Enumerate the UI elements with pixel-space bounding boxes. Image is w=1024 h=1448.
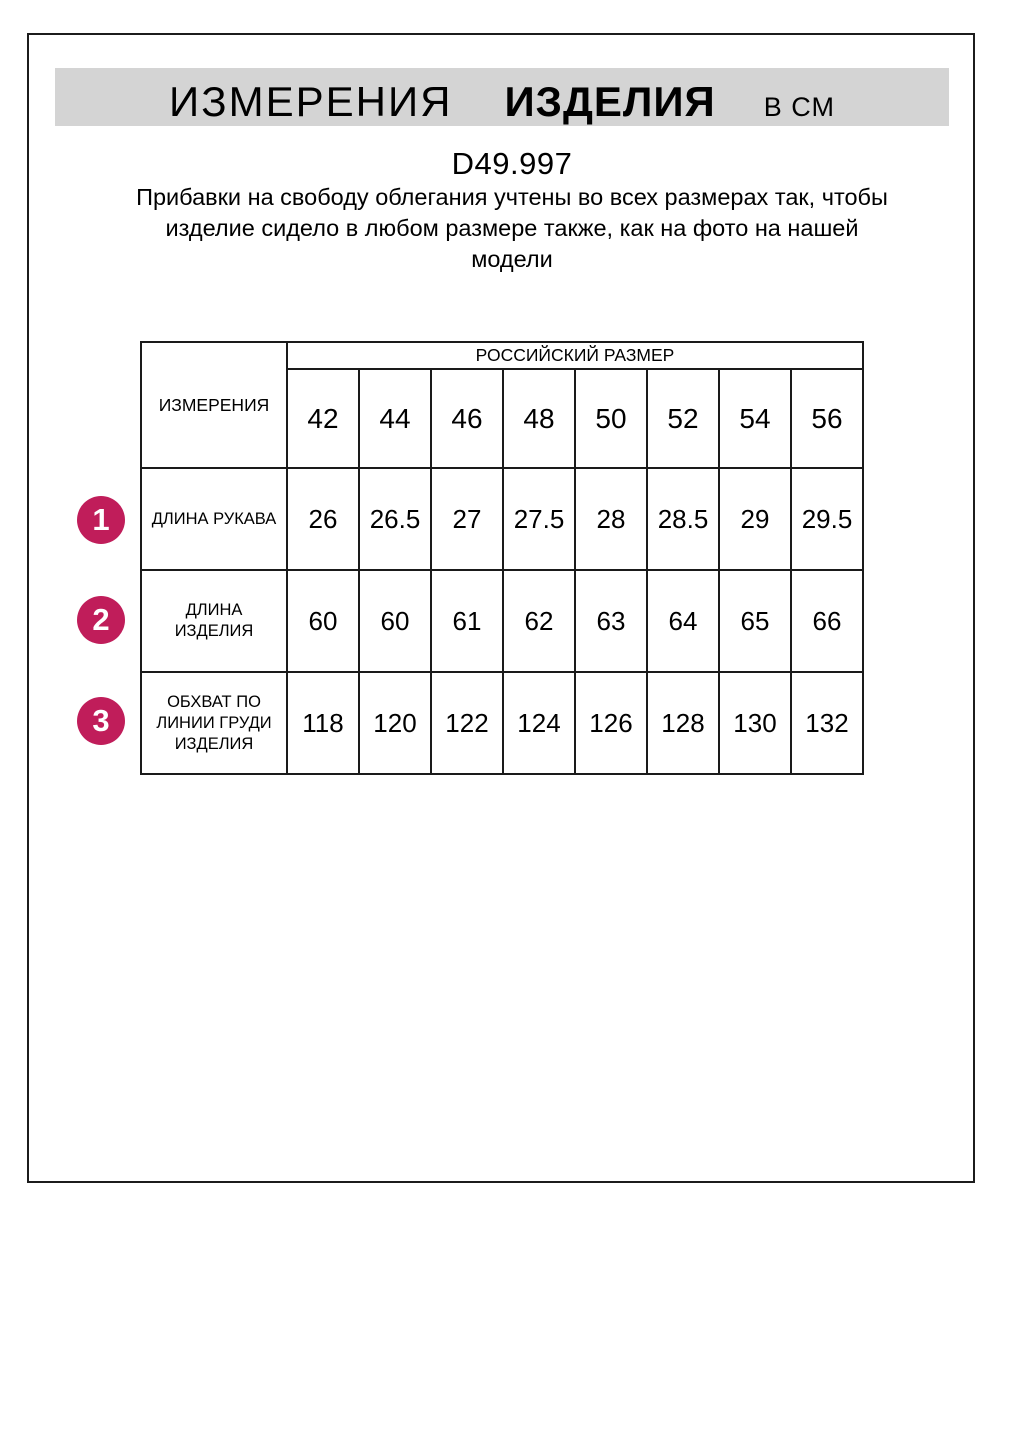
row-label-line: ИЗДЕЛИЯ bbox=[174, 622, 254, 640]
measurement-value: 61 bbox=[431, 570, 503, 672]
measurement-value: 26.5 bbox=[359, 468, 431, 570]
measurement-value: 62 bbox=[503, 570, 575, 672]
measurement-value: 128 bbox=[647, 672, 719, 774]
row-label-line: ОБХВАТ ПО bbox=[167, 692, 261, 711]
measurement-value: 63 bbox=[575, 570, 647, 672]
row-label-line: ДЛИНА bbox=[185, 601, 243, 619]
row-label-line: ИЗДЕЛИЯ bbox=[174, 734, 254, 753]
table-row-sleeve-length bbox=[141, 468, 863, 570]
size-header: 52 bbox=[647, 369, 719, 468]
measurement-value: 29 bbox=[719, 468, 791, 570]
size-header: 44 bbox=[359, 369, 431, 468]
row-label-line: ЛИНИИ ГРУДИ bbox=[156, 713, 272, 732]
measurement-value: 60 bbox=[287, 570, 359, 672]
size-table bbox=[140, 341, 864, 775]
row-label-line: ДЛИНА РУКАВА bbox=[151, 509, 277, 528]
table-row-product-length bbox=[141, 570, 863, 672]
measurement-value: 65 bbox=[719, 570, 791, 672]
fit-description: Прибавки на свободу облегания учтены во всех размерах так, чтобы изделие сидело в любом размере также, как на фото на нашей модели bbox=[136, 184, 888, 272]
size-header: 46 bbox=[431, 369, 503, 468]
title-word-measurements: ИЗМЕРЕНИЯ bbox=[169, 78, 453, 125]
size-header: 54 bbox=[719, 369, 791, 468]
measurement-value: 28.5 bbox=[647, 468, 719, 570]
product-code: D49.997 bbox=[451, 146, 573, 181]
measurement-value: 124 bbox=[503, 672, 575, 774]
measurement-value: 28 bbox=[575, 468, 647, 570]
size-header: 50 bbox=[575, 369, 647, 468]
measurement-value: 27 bbox=[431, 468, 503, 570]
measurement-value: 66 bbox=[791, 570, 863, 672]
corner-header-cell: ИЗМЕРЕНИЯ bbox=[141, 342, 287, 468]
row-marker-2: 2 bbox=[77, 596, 125, 644]
title-unit-label: В СМ bbox=[763, 92, 835, 122]
size-header: 56 bbox=[791, 369, 863, 468]
measurement-value: 130 bbox=[719, 672, 791, 774]
measurement-value: 64 bbox=[647, 570, 719, 672]
measurement-value: 132 bbox=[791, 672, 863, 774]
table-row bbox=[141, 342, 863, 369]
size-header: 48 bbox=[503, 369, 575, 468]
title-banner bbox=[55, 68, 949, 126]
measurement-value: 122 bbox=[431, 672, 503, 774]
measurement-value: 27.5 bbox=[503, 468, 575, 570]
table-row-chest-circumference bbox=[141, 672, 863, 774]
measurement-value: 29.5 bbox=[791, 468, 863, 570]
measurement-value: 126 bbox=[575, 672, 647, 774]
row-label bbox=[141, 570, 287, 672]
title-word-product: ИЗДЕЛИЯ bbox=[504, 78, 716, 125]
group-header-cell: РОССИЙСКИЙ РАЗМЕР bbox=[287, 342, 863, 369]
measurement-value: 118 bbox=[287, 672, 359, 774]
size-header: 42 bbox=[287, 369, 359, 468]
row-marker-1: 1 bbox=[77, 496, 125, 544]
measurement-value: 26 bbox=[287, 468, 359, 570]
row-label bbox=[141, 468, 287, 570]
row-marker-3: 3 bbox=[77, 697, 125, 745]
measurement-value: 60 bbox=[359, 570, 431, 672]
row-label bbox=[141, 672, 287, 774]
measurement-value: 120 bbox=[359, 672, 431, 774]
